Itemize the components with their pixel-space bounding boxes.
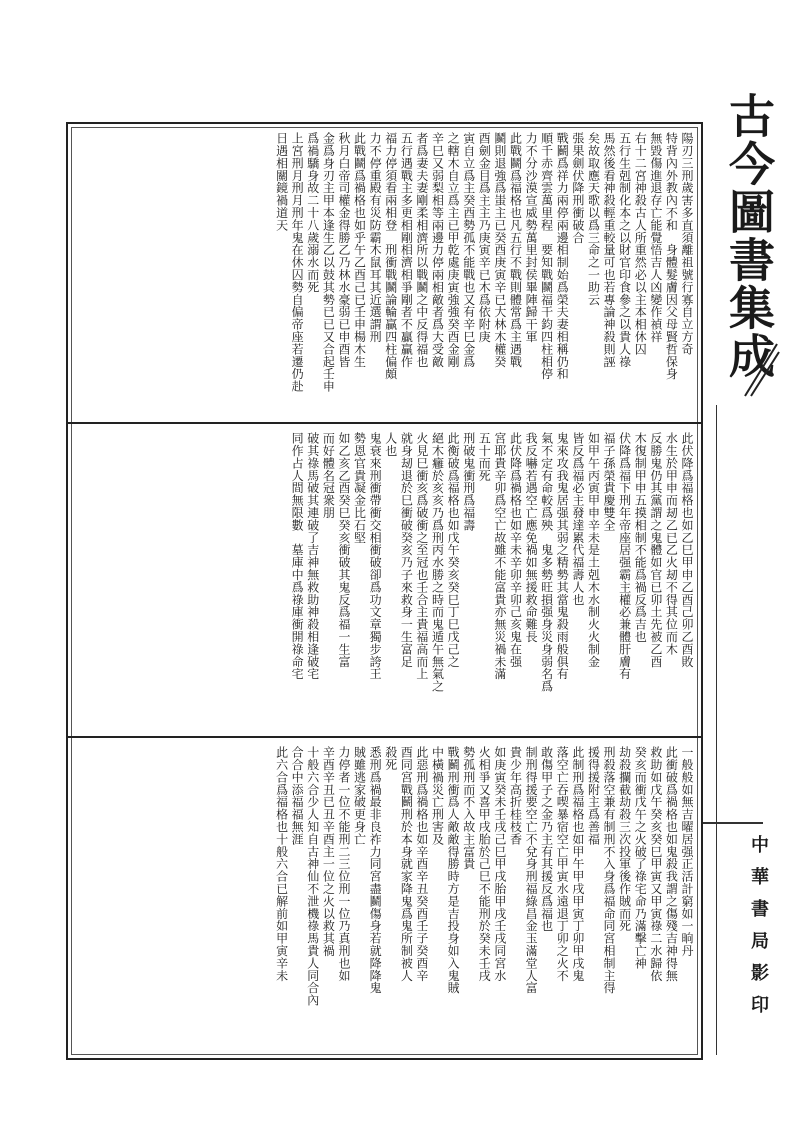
text-column: 力不分沙漠宣威勢萬里封侯畢陣歸干軍: [524, 132, 539, 343]
title-flourish-icon: [741, 340, 781, 398]
text-register-lower: [74, 746, 694, 1052]
text-column: 合合中添福福無涯: [290, 746, 305, 846]
text-column: 秋月白帝司權金得勝乙乃林水豪弱已申酉皆: [336, 132, 351, 368]
text-column: 水生於甲申而刼乙已乙火刼不得其位而木: [664, 432, 679, 656]
text-column: 氣不定有命較爲殃 鬼多勢旺損强身災身弱名爲: [539, 432, 554, 693]
text-column: 破其祿馬破其連破了吉神無救助神殺相逢破宅: [305, 432, 320, 680]
text-column: 伏降爲福下刑年帝座居强霸主權必兼體肝膚有: [617, 432, 632, 680]
text-column: 悉刑爲禍最非良祚力同宮盡鬭傷身若就降降鬼: [368, 746, 383, 994]
text-column: 金爲身刃主甲本逢生乙以鼓其勢已已又合起壬申: [321, 132, 336, 393]
text-column: 援得援附主爲善福: [586, 746, 601, 846]
text-column: 戰鬭爲祥力兩停兩邊相制始爲榮夫妻相稱仍和: [555, 132, 570, 380]
text-column: 木復制甲申五摸相制不能爲禍反爲吉也: [633, 432, 648, 643]
text-column: 張果劍伏降刑衝破合: [570, 132, 585, 244]
text-column: 如乙亥乙酉癸巳癸亥衝破其鬼反爲福一生富: [336, 432, 351, 668]
text-column: 順千赤齊雲萬里程 要知戰鬭福干鈞四柱相停: [539, 132, 554, 380]
text-column: 者爲妻夫妻剛柔相濟所以戰鬭之中反得福也: [414, 132, 429, 368]
text-column: 矣故取應天歌以爲三命之一助云: [586, 132, 601, 306]
text-column: 福力停須看兩相登 刑衝戰鬭論輪贏四柱偏頗: [383, 132, 398, 380]
text-column: 我反嚇若遇空亡應免禍如無援救命難長: [524, 432, 539, 643]
text-column: 日遇相關鏡禍道天: [274, 132, 289, 232]
text-column: 力停者一位不能刑二三位刑一位乃真刑也如: [336, 746, 351, 982]
text-column: 而好體名冠衆朋: [321, 432, 336, 519]
text-column: 此伏降爲禍格也如辛未辛卯辛卯己亥鬼在强: [508, 432, 523, 668]
text-column: 同作占人間無限數 墓庫中爲祿庫衝開祿命宅: [290, 432, 305, 680]
text-column: 劫殺攔截劫殺三次投軍後作賊而死: [617, 746, 632, 932]
text-column: 如庚寅癸未壬戌己巳甲戌胎甲戌壬戌同宮水: [492, 746, 507, 982]
text-column: 敢傷甲子之金乃主有其援反爲福也: [539, 746, 554, 932]
text-column: 五行遇戰主多更相剛相濟相爭剛者不贏贏作: [399, 132, 414, 368]
text-column: 酉劍金目爲主主乃庚寅辛已木爲依附庚: [477, 132, 492, 343]
text-column: 辛巳又弱梨相等兩邊力停兩相敵者爲大受敵: [430, 132, 445, 368]
text-column: 殺死: [383, 746, 398, 771]
text-column: 上宮刑月刑月刑年鬼在休囚勢自偏帝座若遷仍赴: [290, 132, 305, 393]
text-column: 勢恩官貴凝金比石堅: [352, 432, 367, 544]
publisher-imprint: 中華書局影印: [748, 835, 769, 1027]
text-column: 力不停重殿有災防霸木鼠耳其近選謂刑: [368, 132, 383, 343]
text-column: 此惡刑爲禍格也如辛酉辛丑癸酉壬子癸酉辛: [414, 746, 429, 982]
margin-rule: [716, 405, 717, 1055]
text-column: 此戰鬭爲禍格也如乎午乙酉己已壬申楊木生: [352, 132, 367, 368]
text-column: 如甲午丙寅甲申辛未是土剋木水制火火制金: [586, 432, 601, 668]
text-column: 此制刑爲福格也如甲午甲戌甲寅丁卯甲戌鬼: [570, 746, 585, 982]
text-column: 五行生剋制化本之以財官印食參之以貴人祿: [617, 132, 632, 368]
text-column: 此六合爲福格也十般六合已解前如甲寅辛未: [274, 746, 289, 982]
text-column: 此衝破爲禍格也如鬼殺我謂之傷殘吉神得無: [664, 746, 679, 982]
text-column: 特背內外教內不和 身體髮膚因父母賢哲保身: [664, 132, 679, 380]
text-column: 落空亡吞喫暴宿空亡甲寅水遠退丁卯之火不: [555, 746, 570, 982]
text-column: 反勝鬼仍其黨謂之鬼體如官已卯土先被乙酉: [648, 432, 663, 668]
text-column: 人也: [383, 432, 398, 457]
text-column: 貴少年高折桂枝香: [508, 746, 523, 846]
text-column: 無毀傷進退存亡能覺悟吉人凶變作禎祥: [648, 132, 663, 343]
text-column: 鬭則退強爲蚩主已癸酉庚寅辛已大林木權癸: [492, 132, 507, 368]
text-column: 之轄木自立爲主已甲乾處庚寅強強癸酉金剛: [446, 132, 461, 368]
text-column: 十般六合少人知自古神仙不泄機祿馬貴人同合內: [305, 746, 320, 1007]
text-column: 賊雖逃家破更身亡: [352, 746, 367, 846]
text-column: 辛酉辛丑已丑辛酉主一位之火以救其禍: [321, 746, 336, 957]
text-column: 制刑得援要空亡不兌身刑福綠昌金玉滿堂人富: [524, 746, 539, 994]
text-column: 勢孤刑而不入故主富貴: [461, 746, 476, 870]
text-column: 宮耶貴辛卯爲空亡故雖不能富貴亦無災禍未滿: [492, 432, 507, 680]
text-column: 此戰鬭爲福格也凡五行不戰則體常爲主遇戰: [508, 132, 523, 368]
text-column: 此衡破爲福格也如戊午癸亥癸巳丁巳戊己之: [446, 432, 461, 668]
text-column: 酉同宮戰鬭刑於本身就家降鬼爲鬼所制被人: [399, 746, 414, 982]
text-column: 鬼來攻我鬼居强其弱之精勢其當鬼殺雨般俱有: [555, 432, 570, 680]
text-column: 中橫禍災亡刑害及: [430, 746, 445, 846]
text-register-upper: [74, 132, 694, 414]
register-divider-lower: [66, 736, 703, 738]
text-column: 刑破鬼衝刑爲福壽: [461, 432, 476, 532]
text-column: 刑殺落空兼有制刑不入身爲福命同宮相制主得: [602, 746, 617, 994]
text-column: 火見巳衝亥爲破衝之至冠也壬合主貴福高而上: [414, 432, 429, 680]
text-column: 寅自立爲主癸酉勢孤不能戰也又有辛巳金爲: [461, 132, 476, 368]
text-column: 福子孫榮貴慶雙全: [602, 432, 617, 532]
text-column: 絕木癰於亥亥乃爲刑丙水勝之時而鬼遁午無氣之: [430, 432, 445, 693]
text-column: 右十二宮神殺古人所重然必以主本相休囚: [633, 132, 648, 356]
publisher-tab-rule: [703, 822, 763, 824]
text-register-middle: [74, 432, 694, 728]
text-column: 火相爭又喜甲戌胎於己巳不能刑於癸未壬戌: [477, 746, 492, 982]
text-column: 馬然後看神殺輕重較量可也若專論神殺則誣: [602, 132, 617, 368]
text-column: 癸亥而衝戊午之火破了祿宅命乃滿擊亡神: [633, 746, 648, 970]
text-column: 陽刃三刑歲害多直須離祖號行寡自立方奇: [680, 132, 694, 356]
text-column: 戰鬭刑衝爲人敵敵得勝時方是吉投身如入鬼賊: [446, 746, 461, 994]
register-divider-upper: [66, 422, 703, 424]
book-title: 古今圖書集成: [722, 92, 776, 380]
text-column: 此伏降爲福格也如乙巳甲申乙酉己卯乙酉敗: [680, 432, 694, 668]
text-column: 就身刼退於巳衝破癸亥乃子來救身一生富足: [399, 432, 414, 668]
text-column: 救助如戊午癸亥癸巳甲寅又甲寅祿二水歸依: [648, 746, 663, 982]
text-column: 一般般如無吉曜居强正活計窮如一晌丹: [680, 746, 694, 957]
text-column: 爲禍驕身故二十八歲溺水而死: [305, 132, 320, 294]
text-column: 五十而死: [477, 432, 492, 482]
text-column: 鬼衰來刑衝帶衝交相衝破卻爲功文章獨步誇王: [368, 432, 383, 680]
text-column: 皆反爲福必主發達累代福壽人也: [570, 432, 585, 606]
